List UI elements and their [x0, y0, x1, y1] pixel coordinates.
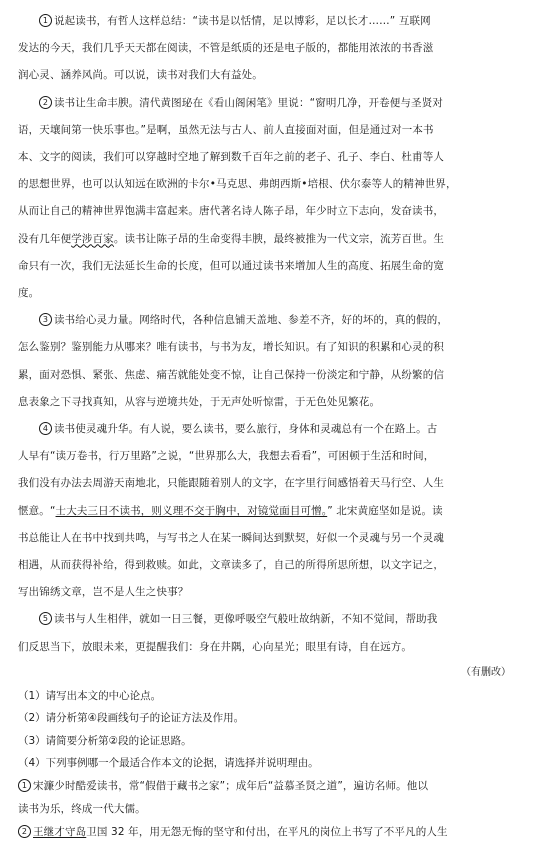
underlined-sentence: 王继才守岛 [33, 825, 87, 838]
option-line: 读书为乐，终成一代大儒。 [18, 802, 146, 815]
circled-number: 1 [39, 14, 52, 27]
paragraph-line: 惬意。“士大夫三日不读书，则义理不交于胸中，对镜觉面目可憎。” 北宋黄庭坚如是说。读 [18, 504, 443, 517]
circled-number: 5 [39, 612, 52, 625]
paragraph-2 [18, 90, 517, 308]
circled-number: 1 [18, 779, 31, 792]
paragraph-line: 息表象之下寻找真知，从容与逆境共处，于无声处听惊雷，于无色处见繁花。 [18, 395, 381, 408]
paragraph-1 [18, 8, 517, 90]
paragraph-line: 发达的今天，我们几乎天天都在阅读，不管是纸质的还是电子版的，都能用浓浓的书香滋 [18, 42, 434, 55]
circled-number: 4 [39, 422, 52, 435]
option-line: 1 宋濂少时酷爱读书，常“假借于藏书之家”；成年后“益慕圣贤之道”，遍访名师。他以 [18, 775, 517, 798]
paragraph-line: 们反思当下，放眼未来，更提醒我们：身在井隅，心向星光；眼里有诗，自在远方。 [18, 640, 413, 653]
option-2 [18, 821, 517, 844]
paragraph-line: 没有几年便学涉百家。读书让陈子昂的生命变得丰腴，最终被推为一代文宗，流芳百世。生 [18, 232, 445, 245]
paragraph-line: 书总能让人在书中找到共鸣，与写书之人在某一瞬间达到默契，好似一个灵魂与另一个灵魂 [18, 531, 444, 544]
circled-number: 3 [39, 313, 52, 326]
option-line: 2 王继才守岛卫国 32 年，用无怨无悔的坚守和付出，在平凡的岗位上书写了不平凡的人生 [18, 821, 517, 844]
source-note: （有删改） [461, 666, 511, 678]
paragraph-line: 怎么鉴别？鉴别能力从哪来？唯有读书，与书为友，增长知识。有了知识的积累和心灵的积 [18, 341, 444, 354]
paragraph-5 [18, 606, 517, 660]
paragraph-line: 从而让自己的精神世界饱满丰富起来。唐代著名诗人陈子昂，年少时立下志向，发奋读书， [18, 205, 444, 218]
paragraph-line: 1 说起读书，有哲人这样总结：“读书是以恬情，足以博彩，足以长才……” 互联网 [18, 8, 517, 35]
paragraph-line: 相遇，从而获得补给，得到救赎。如此，文章读多了，自己的所得所思所想，以文字记之， [18, 559, 444, 572]
paragraph-line: 语，天壤间第一快乐事也。”是啊，虽然无法与古人、前人直接面对面，但是通过对一本书 [18, 123, 434, 136]
paragraph-line: 2 读书让生命丰腴。清代黄图珌在《看山阁闲笔》里说：“窗明几净，开卷便与圣贤对 [18, 90, 517, 117]
question-1: （1）请写出本文的中心论点。 [18, 689, 162, 702]
paragraph-line: 4 读书使灵魂升华。有人说，要么读书，要么旅行，身体和灵魂总有一个在路上。古 [18, 416, 517, 443]
paragraph-line: 3 读书给心灵力量。网络时代，各种信息铺天盖地、参差不齐，好的坏的，真的假的， [18, 307, 517, 334]
paragraph-line: 本、文字的阅读，我们可以穿越时空地了解到数千百年之前的老子、孔子、李白、杜甫等人 [18, 151, 444, 164]
paragraph-line: 累，面对恐惧、紧张、焦虑、痛苦就能处变不惊，让自己保持一份淡定和宁静，从纷繁的信 [18, 368, 444, 381]
option-1 [18, 775, 517, 821]
wavy-underlined-text: 学涉百家 [71, 232, 114, 245]
paragraph-line: 命只有一次，我们无法延长生命的长度，但可以通过读书来增加人生的高度、拓展生命的宽 [18, 259, 444, 272]
circled-number: 2 [39, 96, 52, 109]
paragraph-3 [18, 307, 517, 416]
paragraph-line: 度。 [18, 287, 40, 300]
paragraph-line: 润心灵、涵养风尚。可以说，读书对我们大有益处。 [18, 69, 263, 82]
circled-number: 2 [18, 825, 31, 838]
paragraph-line: 人早有“读万卷书，行万里路”之说，“世界那么大，我想去看看”，可困顿于生活和时间， [18, 450, 435, 463]
paragraph-line: 我们没有办法去周游天南地北，只能跟随着别人的文字，在字里行间感悟着天马行空、人生 [18, 477, 444, 490]
paragraph-4 [18, 416, 517, 606]
question-2: （2）请分析第④段画线句子的论证方法及作用。 [18, 712, 245, 725]
paragraph-line: 的思想世界，也可以认知远在欧洲的卡尔•马克思、弗朗西斯•培根、伏尔泰等人的精神世界， [18, 178, 457, 191]
question-3: （3）请简要分析第②段的论证思路。 [18, 734, 192, 747]
paragraph-line: 5 读书与人生相伴，就如一日三餐，更像呼吸空气般吐故纳新，不知不觉间，帮助我 [18, 606, 517, 633]
paragraph-line: 写出锦绣文章，岂不是人生之快事？ [18, 586, 189, 599]
underlined-sentence: 士大夫三日不读书，则义理不交于胸中，对镜觉面目可憎。 [55, 504, 328, 517]
question-4: （4）下列事例哪一个最适合作本文的论据，请选择并说明理由。 [18, 757, 319, 770]
